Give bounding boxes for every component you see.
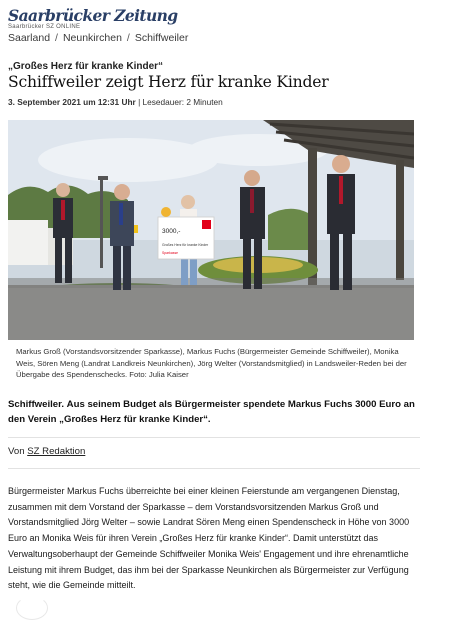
article-kicker: „Großes Herz für kranke Kinder“ — [8, 61, 164, 72]
scan-artifact — [16, 596, 48, 620]
article-body: Bürgermeister Markus Fuchs überreichte bei einer kleinen Feierstunde am vergangenen Dienstag, zusammen mit dem Vorstand der Sparkasse – dem Vorstandsvorsitzenden Markus Groß und Vorstandsmitglied Jörg Welter – sowie Landrat Sören Meng einen Spendenscheck in Höhe von 3000 Euro an Monika Weis für ihren Verein „Großes Herz für kranke Kinder“. Damit unterstützt das Verwaltungsoberhaupt der Gemeinde Schiffweiler Monika Weis' Engagement und ihre ehrenamtliche Leistung mit ihrem Budget, das ihm bei der Sparkasse Neunkirchen als Bürgermeister zur Verfügung steht, wie die Gemeinde mitteilt. — [8, 486, 410, 591]
meta-separator: | — [138, 97, 141, 107]
reading-time: Lesedauer: 2 Minuten — [142, 97, 223, 107]
breadcrumb-item-neunkirchen[interactable]: Neunkirchen — [62, 32, 122, 44]
author-link[interactable]: SZ Redaktion — [27, 446, 86, 457]
person-figure — [53, 183, 73, 283]
check-brand: Sparkasse — [162, 251, 179, 255]
divider — [8, 468, 420, 469]
article-date: 3. September 2021 um 12:31 Uhr — [8, 97, 136, 107]
breadcrumb-separator: / — [126, 32, 130, 44]
breadcrumb — [8, 32, 188, 44]
newspaper-logo[interactable]: Saarbrücker Zeitung — [8, 6, 178, 25]
person-figure — [327, 155, 355, 290]
article-photo[interactable] — [8, 120, 414, 340]
check-text: Großes Herz für kranke Kinder — [162, 243, 209, 247]
breadcrumb-item-saarland[interactable]: Saarland — [8, 32, 51, 44]
article-headline: Schiffweiler zeigt Herz für kranke Kinder — [8, 73, 329, 91]
author-prefix: Von — [8, 446, 25, 457]
photo-illustration — [8, 120, 414, 340]
article-meta — [8, 97, 223, 107]
check-amount: 3000,- — [162, 228, 181, 235]
article-teaser — [8, 398, 428, 427]
subbrand-label: Saarbrücker SZ ONLINE — [8, 24, 81, 30]
breadcrumb-item-schiffweiler[interactable]: Schiffweiler — [134, 32, 189, 44]
photo-caption: Markus Groß (Vorstandsvorsitzender Sparkasse), Markus Fuchs (Bürgermeister Gemeinde Schiffweiler), Monika Weis, Sören Meng (Landrat Landkreis Neunkirchen), Jörg Welter (Vorstandsmitglied) in Landsweiler-Reden bei der Übergabe des Spendenschecks. Foto: Julia Kaiser — [16, 347, 407, 380]
teaser-dateline: Schiffweiler. — [8, 399, 64, 410]
divider — [8, 437, 420, 438]
author-line — [8, 446, 85, 457]
breadcrumb-separator: / — [55, 32, 58, 44]
donation-check — [158, 217, 214, 259]
teaser-text: Aus seinem Budget als Bürgermeister spendete Markus Fuchs 3000 Euro an den Verein „Großes Herz für kranke Kinder“. — [8, 399, 415, 425]
